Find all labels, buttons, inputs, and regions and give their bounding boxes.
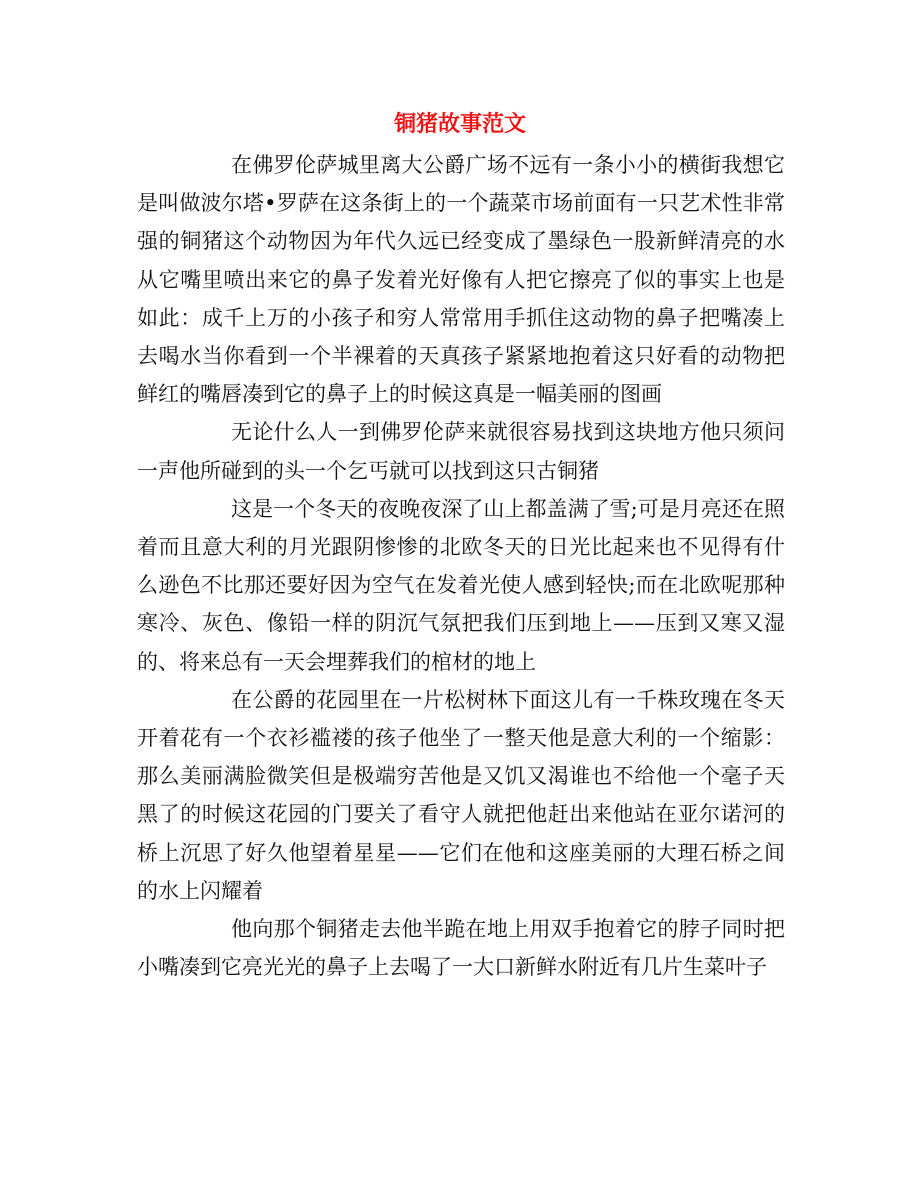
- paragraph-3: 这是一个冬天的夜晚夜深了山上都盖满了雪;可是月亮还在照着而且意大利的月光跟阴惨惨的北欧冬天的日光比起来也不见得有什么逊色不比那还要好因为空气在发着光使人感到轻快;而在北欧呢那种寒冷、灰色、像铅一样的阴沉气氛把我们压到地上——压到又寒又湿的、将来总有一天会埋葬我们的棺材的地上: [137, 496, 785, 674]
- paragraph-2: 无论什么人一到佛罗伦萨来就很容易找到这块地方他只须问一声他所碰到的头一个乞丐就可以找到这只古铜猪: [137, 420, 785, 483]
- paragraph-1: 在佛罗伦萨城里离大公爵广场不远有一条小小的横街我想它是叫做波尔塔•罗萨在这条街上的一个蔬菜市场前面有一只艺术性非常强的铜猪这个动物因为年代久远已经变成了墨绿色一股新鲜清亮的水从它嘴里喷出来它的鼻子发着光好像有人把它擦亮了似的事实上也是如此：成千上万的小孩子和穷人常常用手抓住这动物的鼻子把嘴凑上去喝水当你看到一个半裸着的天真孩子紧紧地抱着这只好看的动物把鲜红的嘴唇凑到它的鼻子上的时候这真是一幅美丽的图画: [137, 153, 785, 407]
- document-title: 铜猪故事范文: [393, 111, 526, 137]
- paragraph-5: 他向那个铜猪走去他半跪在地上用双手抱着它的脖子同时把小嘴凑到它亮光光的鼻子上去喝了一大口新鲜水附近有几片生菜叶子: [137, 917, 785, 980]
- document-body: [137, 146, 785, 986]
- paragraph-4: 在公爵的花园里在一片松树林下面这儿有一千株玫瑰在冬天开着花有一个衣衫褴褛的孩子他坐了一整天他是意大利的一个缩影：那么美丽满脸微笑但是极端穷苦他是又饥又渴谁也不给他一个毫子天黑了的时候这花园的门要关了看守人就把他赶出来他站在亚尔诺河的桥上沉思了好久他望着星星——它们在他和这座美丽的大理石桥之间的水上闪耀着: [137, 687, 785, 903]
